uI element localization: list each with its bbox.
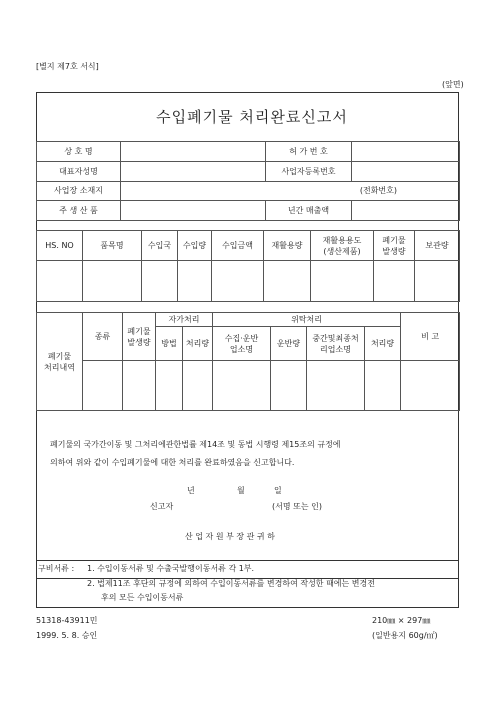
applicant-label: 신고자 (150, 502, 174, 511)
location-value[interactable] (121, 181, 460, 201)
transport-amount-header: 운반량 (271, 327, 307, 361)
company-name-value[interactable] (121, 142, 266, 162)
company-name-label: 상 호 명 (37, 142, 121, 162)
main-product-value[interactable] (121, 201, 266, 221)
date-year-label: 년 (187, 486, 195, 495)
waste-cell[interactable] (156, 361, 183, 411)
attachments-label: 구비서류 : (38, 564, 75, 573)
import-header-amount: 수입금액 (212, 231, 264, 261)
waste-generation-header: 폐기물 발생량 (123, 313, 156, 361)
collector-header: 수집·운반 업소명 (213, 327, 271, 361)
business-reg-label: 사업자등록번호 (266, 161, 352, 181)
import-cell[interactable] (178, 261, 212, 302)
paper-size: 210㎜ × 297㎜ (372, 616, 431, 625)
import-cell[interactable] (311, 261, 374, 302)
recipient-label: 산 업 자 원 부 장 관 귀 하 (185, 532, 275, 541)
paper-weight: (일반용지 60g/㎡) (372, 631, 438, 640)
signature-label[interactable]: (서명 또는 인) (272, 502, 322, 511)
waste-cell[interactable] (83, 361, 123, 411)
import-header-recycle-use: 재활용용도 (생산제품) (311, 231, 374, 261)
waste-treatment-table (36, 312, 460, 411)
form-number-label: [별지 제7호 서식] (36, 62, 99, 71)
date-day-label: 일 (274, 486, 282, 495)
waste-cell[interactable] (307, 361, 365, 411)
business-reg-value[interactable] (352, 161, 460, 181)
front-page-label: (앞면) (442, 80, 464, 89)
remarks-header: 비 고 (401, 313, 460, 361)
representative-value[interactable] (121, 161, 266, 181)
import-header-hsno: HS. NO (37, 231, 83, 261)
import-table (36, 230, 460, 302)
main-product-label: 주 생 산 품 (37, 201, 121, 221)
self-amount-header: 처리량 (183, 327, 213, 361)
waste-cell[interactable] (401, 361, 460, 411)
import-header-country: 수입국 (142, 231, 178, 261)
waste-kind-header: 종류 (83, 313, 123, 361)
intermediate-final-header: 중간및최종처 리업소명 (307, 327, 365, 361)
waste-cell[interactable] (183, 361, 213, 411)
import-header-storage: 보관량 (415, 231, 460, 261)
attachments-divider (36, 560, 459, 561)
permit-number-label: 허 가 번 호 (266, 142, 352, 162)
consigned-amount-header: 처리량 (365, 327, 401, 361)
self-method-header: 방법 (156, 327, 183, 361)
attachment-item-2-continued: 후의 모든 수입이동서류 (101, 593, 184, 602)
approval-date: 1999. 5. 8. 승인 (36, 631, 98, 640)
consigned-treatment-header: 위탁처리 (213, 313, 401, 327)
form-title: 수입폐기물 처리완료신고서 (156, 108, 348, 126)
import-cell[interactable] (212, 261, 264, 302)
import-cell[interactable] (374, 261, 415, 302)
form-code: 51318-43911민 (36, 616, 98, 625)
import-header-quantity: 수입량 (178, 231, 212, 261)
import-cell[interactable] (142, 261, 178, 302)
company-info-table (36, 141, 460, 221)
import-cell[interactable] (37, 261, 83, 302)
annual-sales-label: 년간 매출액 (266, 201, 352, 221)
date-month-label: 월 (237, 486, 245, 495)
waste-cell[interactable] (123, 361, 156, 411)
location-label: 사업장 소재지 (37, 181, 121, 201)
attachment-item-2: 2. 법제11조 후단의 규정에 의하여 수입이동서류를 변경하여 작성한 때에는 변경전 (87, 579, 375, 588)
import-header-waste-generated: 폐기물 발생량 (374, 231, 415, 261)
declaration-line-1: 폐기물의 국가간이동 및 그처리에관한법률 제14조 및 동법 시행령 제15조의 규정에 (50, 440, 341, 449)
waste-cell[interactable] (365, 361, 401, 411)
annual-sales-value[interactable] (352, 201, 460, 221)
import-cell[interactable] (83, 261, 142, 302)
attachment-item-1: 1. 수입이동서류 및 수출국발행이동서류 각 1부. (87, 564, 255, 573)
import-header-item: 품목명 (83, 231, 142, 261)
representative-label: 대표자성명 (37, 161, 121, 181)
waste-row-label: 폐기물 처리내역 (37, 313, 83, 411)
import-cell[interactable] (264, 261, 311, 302)
waste-cell[interactable] (213, 361, 271, 411)
permit-number-value[interactable] (352, 142, 460, 162)
phone-label: (전화번호) (359, 186, 397, 196)
self-treatment-header: 자가처리 (156, 313, 213, 327)
waste-cell[interactable] (271, 361, 307, 411)
import-header-recycled: 재활용량 (264, 231, 311, 261)
declaration-line-2: 의하여 위와 같이 수입폐기물에 대한 처리를 완료하였음을 신고합니다. (50, 458, 295, 467)
import-cell[interactable] (415, 261, 460, 302)
